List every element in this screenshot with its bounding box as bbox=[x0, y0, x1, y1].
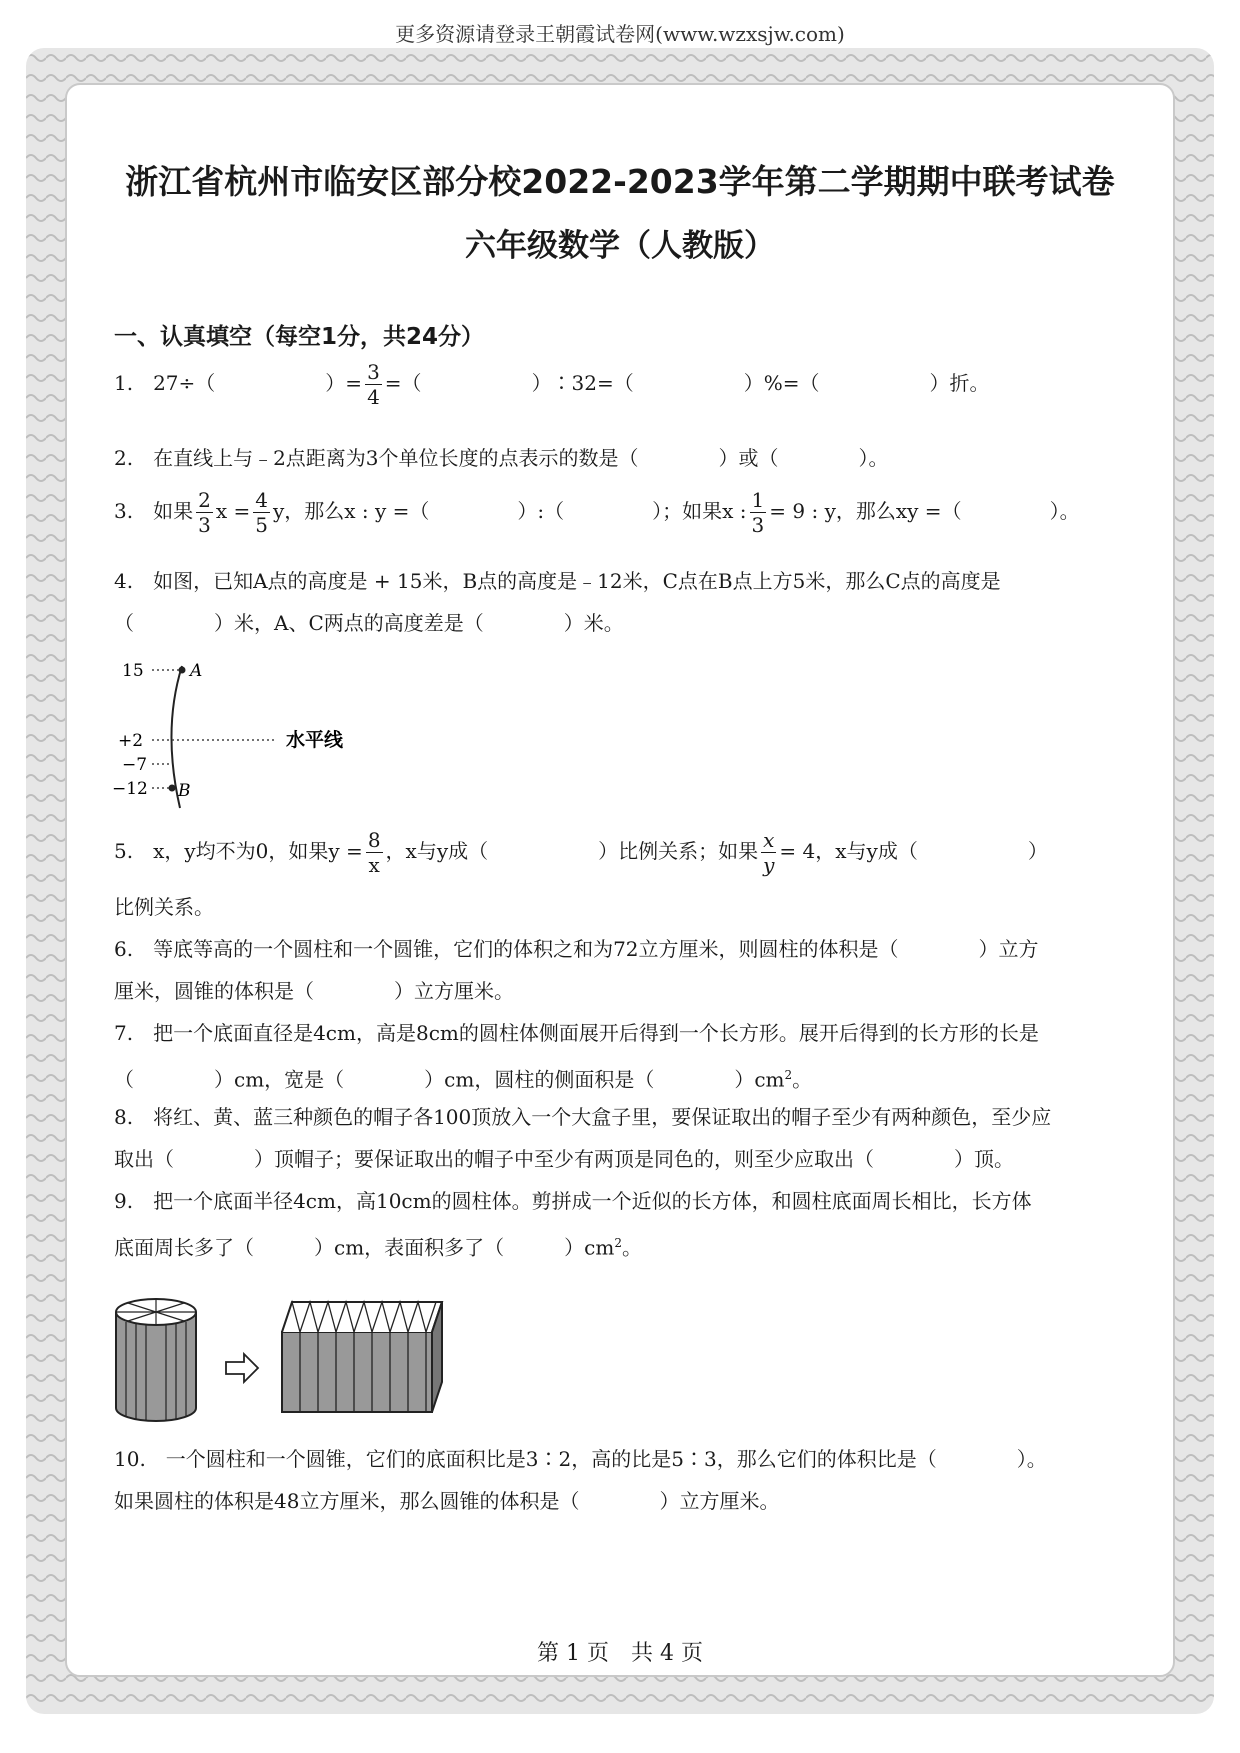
page-subtitle: 六年级数学（人教版） bbox=[465, 228, 775, 264]
tick-label: −12 bbox=[112, 779, 148, 799]
page-title: 浙江省杭州市临安区部分校2022-2023学年第二学期期中联考试卷 bbox=[125, 162, 1115, 201]
point-label: B bbox=[178, 781, 191, 801]
section-heading: 一、认真填空（每空1分，共24分） bbox=[114, 324, 485, 350]
point-label: A bbox=[190, 661, 203, 681]
exam-page bbox=[70, 60, 1170, 1690]
question-10: 10. 一个圆柱和一个圆锥，它们的底面积比是3∶2，高的比是5∶3，那么它们的体积比是（ ）。 如果圆柱的体积是48立方厘米，那么圆锥的体积是（ ）立方厘米。 bbox=[114, 1447, 1047, 1513]
tick-label: −7 bbox=[122, 755, 148, 775]
caption: 水平线 bbox=[286, 729, 344, 751]
question-4: 4. 如图，已知A点的高度是 + 15米，B点的高度是﹣12米，C点在B点上方5米，那么C点的高度是 （ ）米，A、C两点的高度差是（ ）米。 bbox=[114, 569, 1001, 635]
question-8: 8. 将红、黄、蓝三种颜色的帽子各100顶放入一个大盒子里，要保证取出的帽子至少有两种颜色，至少应 取出（ ）顶帽子；要保证取出的帽子中至少有两顶是同色的，则至少应取出（ ）顶。 bbox=[114, 1105, 1052, 1171]
watermark: 更多资源请登录王朝霞试卷网(www.wzxsjw.com) bbox=[395, 22, 845, 46]
tick-label: +2 bbox=[118, 731, 144, 751]
cylinder-to-cuboid-diagram bbox=[110, 1284, 490, 1434]
question-1: 1. 27÷（ ）= $\frac{3}{4}$ =（ ）∶32=（ ）%=（ ）折。 bbox=[114, 360, 990, 409]
question-6: 6. 等底等高的一个圆柱和一个圆锥，它们的体积之和为72立方厘米，则圆柱的体积是（ ）立方 厘米，圆锥的体积是（ ）立方厘米。 bbox=[114, 937, 1039, 1003]
question-7: 7. 把一个底面直径是4cm，高是8cm的圆柱体侧面展开后得到一个长方形。展开后得到的长方形的长是 （ ）cm，宽是（ ）cm，圆柱的侧面积是（ ）$cm^2$。 bbox=[114, 1021, 1039, 1092]
height-diagram bbox=[110, 660, 370, 810]
fraction: $\frac{3}{4}$ bbox=[367, 360, 380, 409]
question-2: 2. 在直线上与﹣2点距离为3个单位长度的点表示的数是（ ）或（ ）。 bbox=[114, 446, 889, 470]
question-5-cont: 比例关系。 bbox=[114, 895, 214, 919]
question-5: 5. x，y均不为0，如果y = $\frac{8}{x}$ ，x与y成（ ）比例关系；如果 $\frac{x}{y}$ = 4，x与y成（ ） bbox=[114, 828, 1048, 877]
question-3: 3. 如果 $\frac{2}{3}$ x = $\frac{4}{5}$ y，那么x : y =（ ）:（ ）；如果x : $\frac{1}{3}$ = 9 : y，那么xy =（ ）。 bbox=[114, 488, 1080, 537]
page-footer: 第 1 页 共 4 页 bbox=[537, 1641, 703, 1666]
question-9: 9. 把一个底面半径4cm，高10cm的圆柱体。剪拼成一个近似的长方体，和圆柱底面周长相比，长方体 底面周长多了（ ）cm，表面积多了（ ）$cm^2$。 bbox=[114, 1189, 1032, 1260]
tick-label: 15 bbox=[122, 661, 144, 681]
